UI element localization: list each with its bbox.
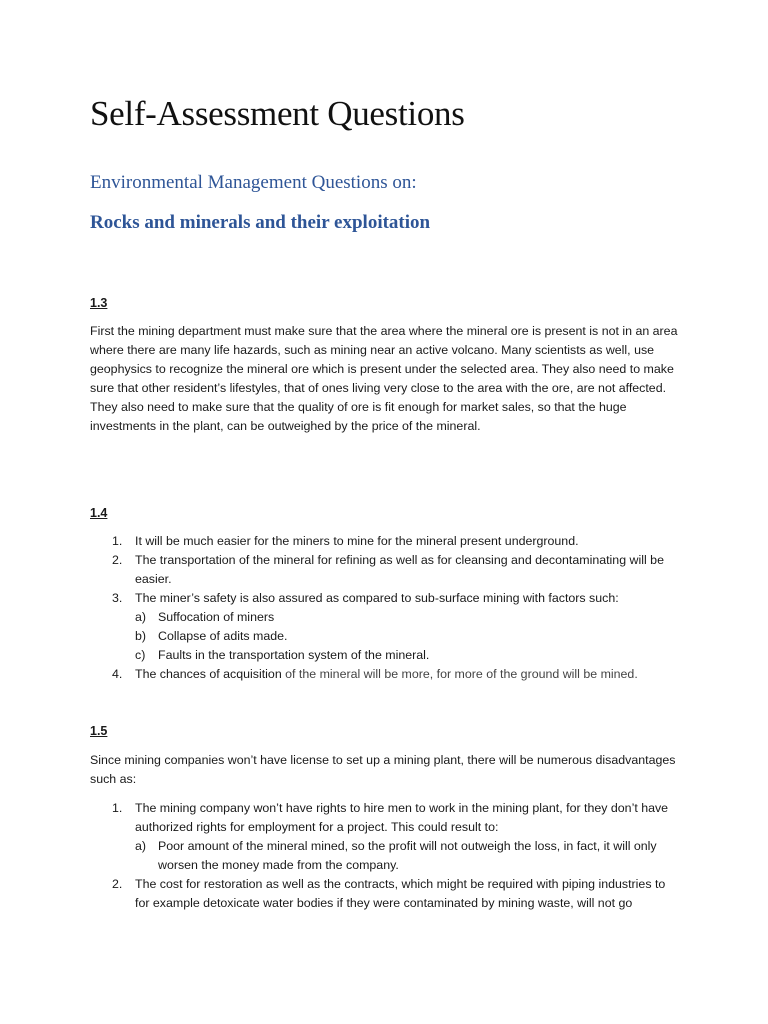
list-item-number: 2. [112, 553, 123, 567]
list-item-text: The cost for restoration as well as the contracts, which might be required with piping industries to for example detoxicate water bodies if they were contaminated by mining waste, will not go [135, 877, 666, 910]
page-subtitle: Environmental Management Questions on: [90, 172, 417, 193]
sub-list [135, 608, 680, 665]
page-title: Self-Assessment Questions [90, 94, 465, 133]
section-1-4-list [90, 532, 680, 684]
list-item-number: 3. [112, 591, 123, 605]
list-item-text: The chances of acquisition [135, 667, 286, 681]
section-heading-1-5: 1.5 [90, 724, 108, 738]
list-item [90, 589, 680, 665]
list-item-number: 1. [112, 801, 123, 815]
list-item-number: 2. [112, 877, 123, 891]
sub-list-text: Suffocation of miners [158, 610, 275, 624]
list-item-number: 1. [112, 534, 123, 548]
list-item [90, 665, 680, 684]
sub-list-text: Collapse of adits made. [158, 629, 288, 643]
sub-list-item [135, 627, 680, 646]
sub-list-letter: b) [135, 629, 147, 643]
list-item [90, 551, 680, 589]
list-item [90, 532, 680, 551]
list-item-text: The mining company won’t have rights to hire men to work in the mining plant, for they don’t have authorized rights for employment for a project. This could result to: [135, 801, 669, 834]
list-item-number: 4. [112, 667, 123, 681]
sub-list-text: Poor amount of the mineral mined, so the profit will not outweigh the loss, in fact, it will only worsen the money made from the company. [158, 839, 657, 872]
sub-list-letter: a) [135, 839, 147, 853]
section-1-5-intro: Since mining companies won’t have license to set up a mining plant, there will be numerous disadvantages such as: [90, 753, 676, 786]
sub-list-item [135, 646, 680, 665]
section-heading-1-3: 1.3 [90, 296, 108, 310]
section-1-5-list [90, 799, 680, 913]
sub-list-item [135, 837, 680, 875]
list-item [90, 799, 680, 875]
page-topic-heading: Rocks and minerals and their exploitation [90, 212, 431, 233]
list-item-text: It will be much easier for the miners to mine for the mineral present underground. [135, 534, 579, 548]
list-item-text: The miner’s safety is also assured as compared to sub-surface mining with factors such: [135, 591, 619, 605]
sub-list-letter: c) [135, 648, 146, 662]
sub-list-item [135, 608, 680, 627]
sub-list [135, 837, 680, 875]
sub-list-letter: a) [135, 610, 147, 624]
section-1-3-paragraph: First the mining department must make sure that the area where the mineral ore is present is not in an area where there are many life hazards, such as mining near an active volcano. Many scientists as well, use geophysics to recognize the mineral ore which is present under the selected area. They also need to make sure that other resident’s lifestyles, that of ones living very close to the area with the ore, are not affected. They also need to make sure that the quality of ore is fit enough for market sales, so that the huge investments in the plant, can be outweighed by the price of the mineral. [90, 324, 678, 433]
sub-list-text: Faults in the transportation system of the mineral. [158, 648, 430, 662]
list-item-text-continued: of the mineral will be more, for more of the ground will be mined. [285, 667, 638, 681]
list-item-text: The transportation of the mineral for refining as well as for cleansing and decontaminating will be easier. [135, 553, 664, 586]
section-heading-1-4: 1.4 [90, 506, 108, 520]
list-item [90, 875, 680, 913]
